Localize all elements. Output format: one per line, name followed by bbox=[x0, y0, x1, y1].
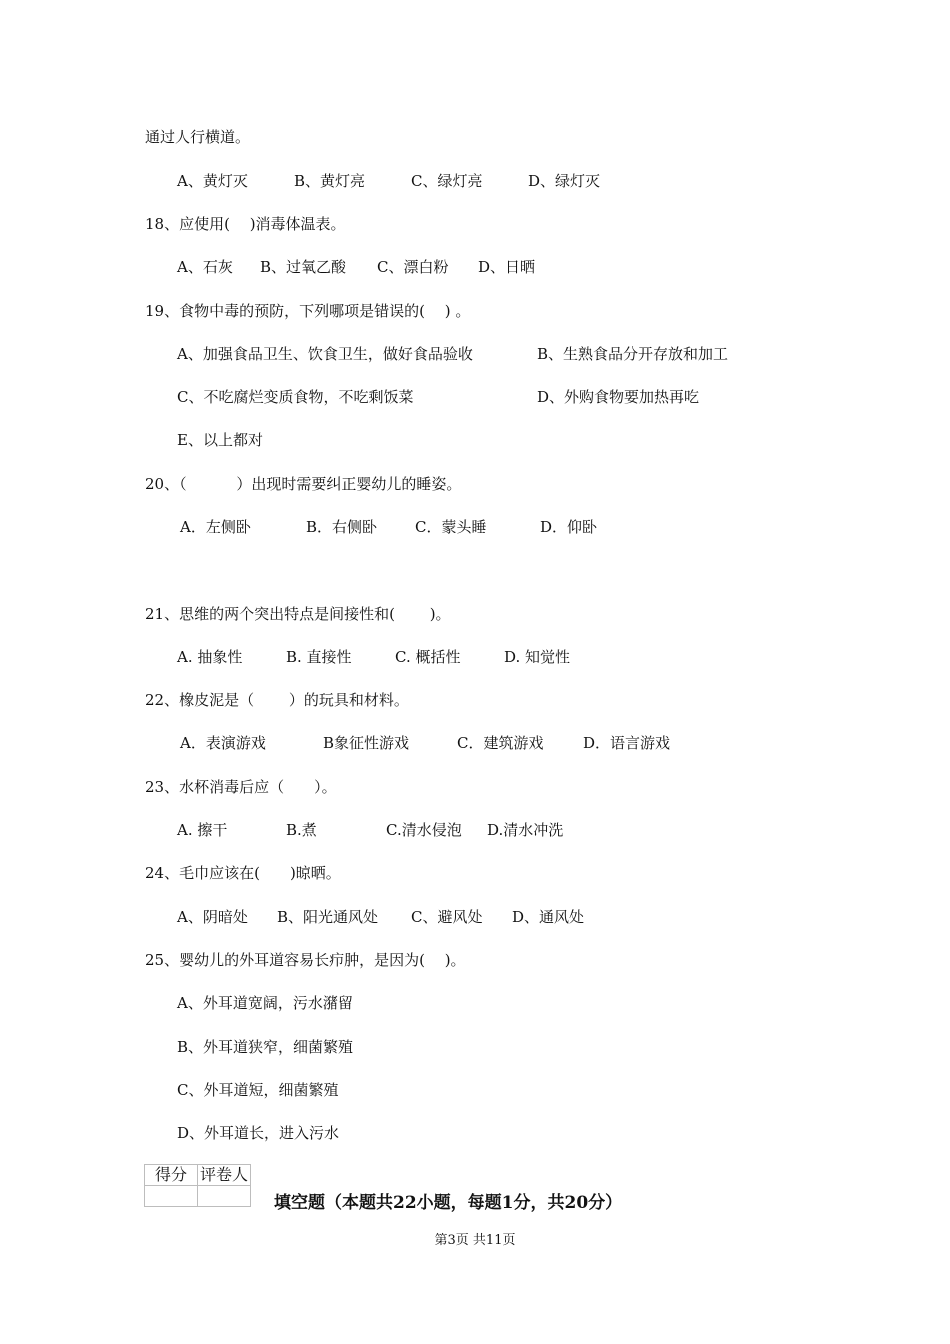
q19-option-d: D、外购食物要加热再吃 bbox=[537, 388, 700, 406]
q21-option-c: C. 概括性 bbox=[395, 648, 461, 666]
q18-option-a: A、石灰 bbox=[177, 258, 233, 276]
question-23: 23、水杯消毒后应（ ）。 bbox=[145, 778, 337, 796]
q19-option-a: A、加强食品卫生、饮食卫生，做好食品验收 bbox=[177, 345, 473, 363]
q23-option-c: C.清水侵泡 bbox=[386, 821, 462, 839]
question-22: 22、橡皮泥是（ ）的玩具和材料。 bbox=[145, 691, 409, 709]
q20-option-c: C．蒙头睡 bbox=[415, 518, 487, 536]
question-19: 19、食物中毒的预防，下列哪项是错误的( ) 。 bbox=[145, 302, 471, 320]
grader-cell[interactable] bbox=[198, 1186, 251, 1207]
q24-option-d: D、通风处 bbox=[512, 908, 585, 926]
q20-option-a: A．左侧卧 bbox=[180, 518, 251, 536]
q24-option-a: A、阴暗处 bbox=[177, 908, 248, 926]
section-title: 填空题（本题共22小题，每题1分，共20分） bbox=[274, 1193, 623, 1213]
q23-option-d: D.清水冲洗 bbox=[487, 821, 564, 839]
q21-option-d: D. 知觉性 bbox=[504, 648, 571, 666]
page-footer: 第3页 共11页 bbox=[434, 1233, 516, 1248]
q18-option-c: C、漂白粉 bbox=[377, 258, 449, 276]
q17-option-a: A、黄灯灭 bbox=[177, 172, 248, 190]
score-header: 得分 bbox=[145, 1165, 198, 1186]
grader-header: 评卷人 bbox=[198, 1165, 251, 1186]
q24-option-b: B、阳光通风处 bbox=[277, 908, 379, 926]
q24-option-c: C、避风处 bbox=[411, 908, 483, 926]
q23-option-b: B.煮 bbox=[286, 821, 317, 839]
q17-option-c: C、绿灯亮 bbox=[411, 172, 483, 190]
question-17-continuation: 通过人行横道。 bbox=[145, 128, 251, 146]
question-25: 25、婴幼儿的外耳道容易长疖肿，是因为( )。 bbox=[145, 951, 466, 969]
q20-option-d: D．仰卧 bbox=[540, 518, 598, 536]
q19-option-e: E、以上都对 bbox=[177, 431, 263, 449]
question-21: 21、思维的两个突出特点是间接性和( )。 bbox=[145, 605, 451, 623]
q17-option-b: B、黄灯亮 bbox=[294, 172, 366, 190]
score-cell[interactable] bbox=[145, 1186, 198, 1207]
q22-option-d: D．语言游戏 bbox=[583, 734, 671, 752]
q17-option-d: D、绿灯灭 bbox=[528, 172, 601, 190]
q25-option-c: C、外耳道短，细菌繁殖 bbox=[177, 1081, 339, 1099]
q21-option-a: A. 抽象性 bbox=[177, 648, 243, 666]
question-24: 24、毛巾应该在( )晾晒。 bbox=[145, 864, 341, 882]
q22-option-c: C．建筑游戏 bbox=[457, 734, 544, 752]
q25-option-b: B、外耳道狭窄，细菌繁殖 bbox=[177, 1038, 354, 1056]
question-20: 20、（ ）出现时需要纠正婴幼儿的睡姿。 bbox=[145, 475, 462, 493]
q19-option-c: C、不吃腐烂变质食物，不吃剩饭菜 bbox=[177, 388, 414, 406]
q22-option-b: B象征性游戏 bbox=[323, 734, 410, 752]
q25-option-d: D、外耳道长，进入污水 bbox=[177, 1124, 340, 1142]
q19-option-b: B、生熟食品分开存放和加工 bbox=[537, 345, 729, 363]
q20-option-b: B．右侧卧 bbox=[306, 518, 378, 536]
q18-option-d: D、日晒 bbox=[478, 258, 536, 276]
q22-option-a: A．表演游戏 bbox=[180, 734, 266, 752]
question-18: 18、应使用( )消毒体温表。 bbox=[145, 215, 346, 233]
q25-option-a: A、外耳道宽阔，污水潴留 bbox=[177, 994, 353, 1012]
score-table bbox=[144, 1164, 251, 1207]
q18-option-b: B、过氧乙酸 bbox=[260, 258, 347, 276]
q23-option-a: A. 擦干 bbox=[177, 821, 228, 839]
q21-option-b: B. 直接性 bbox=[286, 648, 352, 666]
